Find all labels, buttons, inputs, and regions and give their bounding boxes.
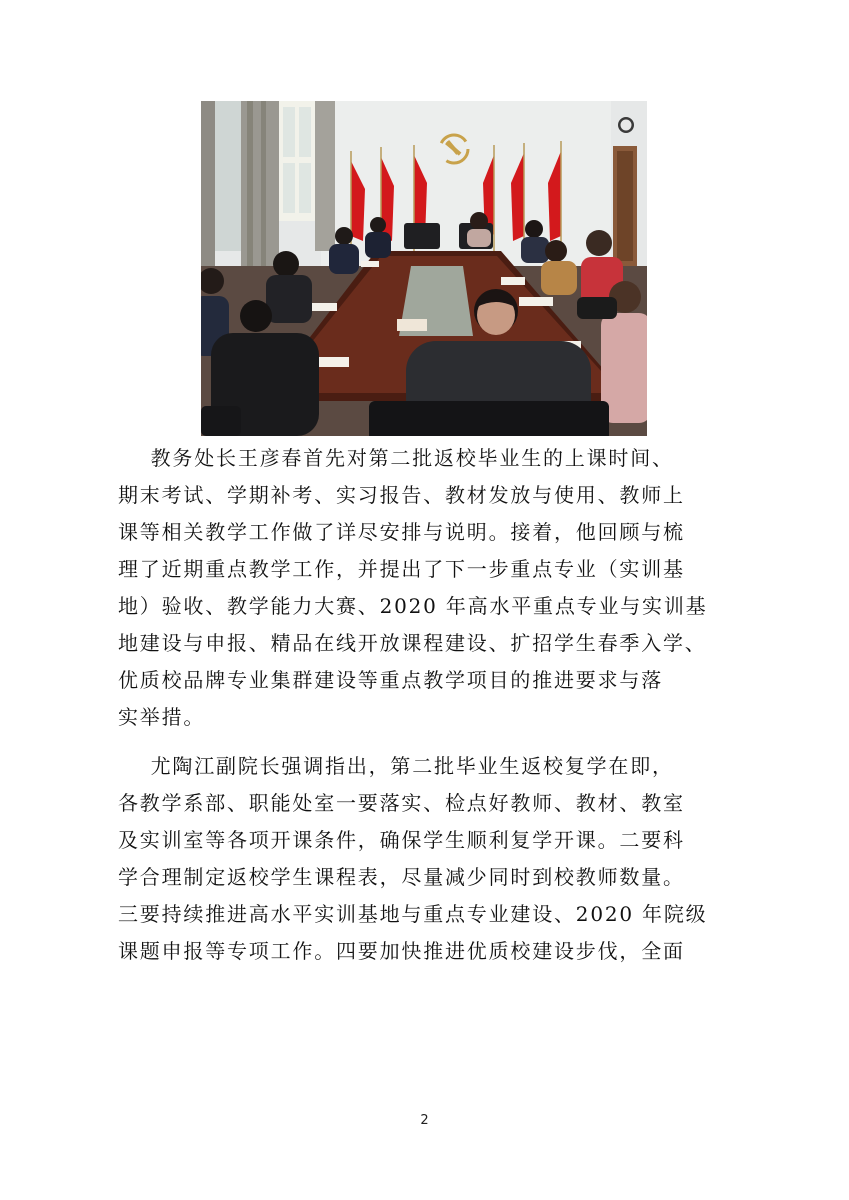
- paragraph-line: 优质校品牌专业集群建设等重点教学项目的推进要求与落: [118, 668, 663, 692]
- article-body: [118, 440, 738, 970]
- paragraph-line: 各教学系部、职能处室一要落实、检点好教师、教材、教室: [118, 791, 685, 815]
- page-number: 2: [420, 1113, 429, 1128]
- paragraph-line: 课题申报等专项工作。四要加快推进优质校建设步伐，全面: [118, 939, 685, 963]
- paragraph-line: 尤陶江副院长强调指出，第二批毕业生返校复学在即，: [118, 754, 674, 778]
- paragraph-line: 地建设与申报、精品在线开放课程建设、扩招学生春季入学、: [118, 631, 707, 655]
- paragraph-line: 教务处长王彦春首先对第二批返校毕业生的上课时间、: [118, 446, 674, 470]
- paragraph-1: [118, 440, 738, 736]
- paragraph-line: 实举措。: [118, 705, 206, 729]
- paragraph-2: [118, 748, 738, 970]
- paragraph-line: 课等相关教学工作做了详尽安排与说明。接着，他回顾与梳: [118, 520, 685, 544]
- paragraph-line: 地）验收、教学能力大赛、2020 年高水平重点专业与实训基: [118, 594, 708, 618]
- paragraph-line: 学合理制定返校学生课程表，尽量减少同时到校教师数量。: [118, 865, 685, 889]
- paragraph-line: 期末考试、学期补考、实习报告、教材发放与使用、教师上: [118, 483, 685, 507]
- paragraph-line: 及实训室等各项开课条件，确保学生顺利复学开课。二要科: [118, 828, 685, 852]
- paragraph-line: 理了近期重点教学工作，并提出了下一步重点专业（实训基: [118, 557, 685, 581]
- paragraph-line: 三要持续推进高水平实训基地与重点专业建设、2020 年院级: [118, 902, 708, 926]
- meeting-photo: [201, 101, 647, 436]
